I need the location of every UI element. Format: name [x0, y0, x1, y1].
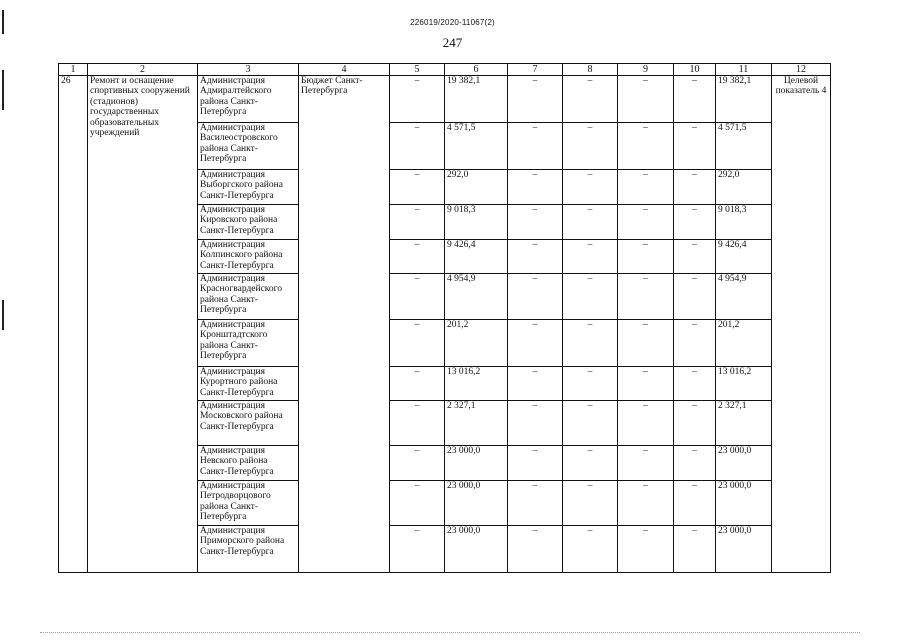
empty-value: –	[508, 446, 563, 481]
administrator-cell: Администрация Петродворцового района Санкт-Петербурга	[198, 481, 299, 526]
empty-value: –	[390, 205, 445, 240]
empty-value: –	[508, 367, 563, 401]
amount-cell: 19 382,1	[445, 76, 508, 123]
row-number: 26	[59, 76, 88, 573]
empty-value: –	[674, 76, 716, 123]
total-cell: 4 571,5	[716, 123, 772, 170]
empty-value: –	[563, 446, 618, 481]
total-cell: 13 016,2	[716, 367, 772, 401]
funding-source: Бюджет Санкт-Петербурга	[299, 76, 390, 573]
empty-value: –	[674, 320, 716, 367]
empty-value: –	[563, 123, 618, 170]
empty-value: –	[390, 446, 445, 481]
empty-value: –	[390, 240, 445, 274]
empty-value: –	[563, 401, 618, 446]
total-cell: 2 327,1	[716, 401, 772, 446]
empty-value: –	[390, 367, 445, 401]
amount-cell: 9 018,3	[445, 205, 508, 240]
empty-value: –	[618, 170, 674, 205]
administrator-cell: Администрация Курортного района Санкт-Петербурга	[198, 367, 299, 401]
empty-value: –	[618, 123, 674, 170]
administrator-cell: Администрация Выборгского района Санкт-Петербурга	[198, 170, 299, 205]
administrator-cell: Администрация Кировского района Санкт-Петербурга	[198, 205, 299, 240]
empty-value: –	[618, 205, 674, 240]
empty-value: –	[674, 401, 716, 446]
empty-value: –	[563, 274, 618, 320]
target-indicator: Целевой показатель 4	[772, 76, 831, 573]
empty-value: –	[563, 170, 618, 205]
administrator-cell: Администрация Невского района Санкт-Петербурга	[198, 446, 299, 481]
empty-value: –	[618, 274, 674, 320]
empty-value: –	[563, 76, 618, 123]
empty-value: –	[390, 401, 445, 446]
amount-cell: 4 571,5	[445, 123, 508, 170]
column-header: 11	[716, 64, 772, 76]
amount-cell: 292,0	[445, 170, 508, 205]
column-header: 12	[772, 64, 831, 76]
total-cell: 201,2	[716, 320, 772, 367]
column-header: 10	[674, 64, 716, 76]
column-header: 4	[299, 64, 390, 76]
amount-cell: 2 327,1	[445, 401, 508, 446]
administrator-cell: Администрация Приморского района Санкт-Петербурга	[198, 526, 299, 573]
total-cell: 23 000,0	[716, 446, 772, 481]
total-cell: 23 000,0	[716, 481, 772, 526]
column-header: 1	[59, 64, 88, 76]
empty-value: –	[618, 401, 674, 446]
empty-value: –	[508, 123, 563, 170]
administrator-cell: Администрация Адмиралтейского района Санкт-Петербурга	[198, 76, 299, 123]
measure-description: Ремонт и оснащение спортивных сооружений (стадионов) государственных образовательных учреждений	[88, 76, 198, 573]
empty-value: –	[618, 367, 674, 401]
empty-value: –	[508, 76, 563, 123]
administrator-cell: Администрация Кронштадтского района Санкт-Петербурга	[198, 320, 299, 367]
administrator-cell: Администрация Московского района Санкт-Петербурга	[198, 401, 299, 446]
empty-value: –	[563, 205, 618, 240]
scan-edge-mark	[2, 300, 4, 330]
empty-value: –	[618, 446, 674, 481]
administrator-cell: Администрация Колпинского района Санкт-Петербурга	[198, 240, 299, 274]
empty-value: –	[618, 240, 674, 274]
empty-value: –	[674, 123, 716, 170]
empty-value: –	[390, 170, 445, 205]
scan-bottom-edge	[40, 632, 860, 637]
empty-value: –	[563, 481, 618, 526]
empty-value: –	[674, 205, 716, 240]
total-cell: 23 000,0	[716, 526, 772, 573]
empty-value: –	[618, 481, 674, 526]
amount-cell: 201,2	[445, 320, 508, 367]
total-cell: 9 018,3	[716, 205, 772, 240]
empty-value: –	[563, 320, 618, 367]
empty-value: –	[390, 123, 445, 170]
total-cell: 4 954,9	[716, 274, 772, 320]
column-header: 9	[618, 64, 674, 76]
administrator-cell: Администрация Красногвардейского района Санкт-Петербурга	[198, 274, 299, 320]
empty-value: –	[674, 481, 716, 526]
empty-value: –	[508, 401, 563, 446]
empty-value: –	[674, 367, 716, 401]
administrator-cell: Администрация Василеостровского района Санкт-Петербурга	[198, 123, 299, 170]
column-header: 6	[445, 64, 508, 76]
column-header: 2	[88, 64, 198, 76]
empty-value: –	[390, 481, 445, 526]
empty-value: –	[508, 205, 563, 240]
empty-value: –	[674, 240, 716, 274]
empty-value: –	[674, 526, 716, 573]
document-id: 226019/2020-11067(2)	[410, 18, 495, 27]
total-cell: 292,0	[716, 170, 772, 205]
amount-cell: 9 426,4	[445, 240, 508, 274]
column-header: 3	[198, 64, 299, 76]
total-cell: 19 382,1	[716, 76, 772, 123]
empty-value: –	[618, 526, 674, 573]
empty-value: –	[508, 481, 563, 526]
column-header: 7	[508, 64, 563, 76]
empty-value: –	[618, 76, 674, 123]
amount-cell: 23 000,0	[445, 481, 508, 526]
empty-value: –	[563, 526, 618, 573]
empty-value: –	[390, 526, 445, 573]
total-cell: 9 426,4	[716, 240, 772, 274]
empty-value: –	[674, 446, 716, 481]
empty-value: –	[508, 526, 563, 573]
column-header: 5	[390, 64, 445, 76]
empty-value: –	[674, 170, 716, 205]
page-number: 247	[442, 35, 463, 50]
empty-value: –	[618, 320, 674, 367]
empty-value: –	[674, 274, 716, 320]
empty-value: –	[508, 240, 563, 274]
amount-cell: 4 954,9	[445, 274, 508, 320]
empty-value: –	[508, 274, 563, 320]
column-number-row	[59, 64, 831, 76]
amount-cell: 23 000,0	[445, 526, 508, 573]
scan-edge-mark	[2, 70, 4, 110]
empty-value: –	[390, 274, 445, 320]
amount-cell: 13 016,2	[445, 367, 508, 401]
amount-cell: 23 000,0	[445, 446, 508, 481]
column-header: 8	[563, 64, 618, 76]
empty-value: –	[563, 240, 618, 274]
empty-value: –	[508, 320, 563, 367]
empty-value: –	[390, 76, 445, 123]
table-row	[59, 76, 831, 123]
empty-value: –	[563, 367, 618, 401]
empty-value: –	[390, 320, 445, 367]
budget-table	[58, 63, 831, 573]
empty-value: –	[508, 170, 563, 205]
